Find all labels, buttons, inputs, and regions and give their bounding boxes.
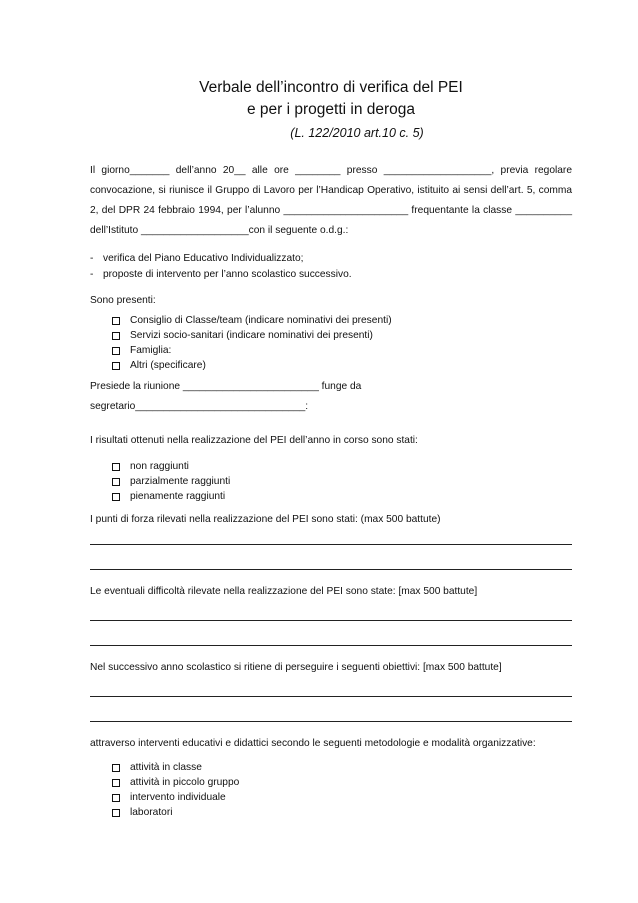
objectives-answer-line[interactable] xyxy=(90,684,572,697)
checkbox[interactable] xyxy=(112,347,120,355)
secretary-line: segretario______________________________: xyxy=(90,401,309,412)
present-option[interactable]: Consiglio di Classe/team (indicare nominativi dei presenti) xyxy=(112,313,572,328)
checkbox[interactable] xyxy=(112,362,120,370)
checkbox[interactable] xyxy=(112,463,120,471)
objectives-label: Nel successivo anno scolastico si ritiene di perseguire i seguenti obiettivi: [max 500 battute] xyxy=(90,662,502,673)
methods-option[interactable]: intervento individuale xyxy=(112,790,572,805)
present-label: Sono presenti: xyxy=(90,295,156,306)
results-options xyxy=(112,459,572,504)
checkbox[interactable] xyxy=(112,493,120,501)
checkbox[interactable] xyxy=(112,478,120,486)
methods-options xyxy=(112,760,572,820)
methods-option[interactable]: attività in piccolo gruppo xyxy=(112,775,572,790)
checkbox[interactable] xyxy=(112,317,120,325)
present-option[interactable]: Famiglia: xyxy=(112,343,572,358)
present-option[interactable]: Altri (specificare) xyxy=(112,358,572,373)
checkbox[interactable] xyxy=(112,809,120,817)
difficulties-label: Le eventuali difficoltà rilevate nella realizzazione del PEI sono state: [max 500 battute] xyxy=(90,586,478,597)
strengths-answer-line[interactable] xyxy=(90,532,572,545)
present-option[interactable]: Servizi socio-sanitari (indicare nominativi dei presenti) xyxy=(112,328,572,343)
difficulties-answer-line[interactable] xyxy=(90,608,572,621)
strengths-label: I punti di forza rilevati nella realizzazione del PEI sono stati: (max 500 battute) xyxy=(90,514,441,525)
agenda-item: - proposte di intervento per l’anno scolastico successivo. xyxy=(90,269,352,280)
law-reference: (L. 122/2010 art.10 c. 5) xyxy=(290,126,424,140)
strengths-answer-line[interactable] xyxy=(90,557,572,570)
results-option[interactable]: parzialmente raggiunti xyxy=(112,474,572,489)
objectives-answer-line[interactable] xyxy=(90,709,572,722)
results-option[interactable]: pienamente raggiunti xyxy=(112,489,572,504)
checkbox[interactable] xyxy=(112,764,120,772)
agenda-item: - verifica del Piano Educativo Individualizzato; xyxy=(90,253,304,264)
checkbox[interactable] xyxy=(112,779,120,787)
checkbox[interactable] xyxy=(112,794,120,802)
methods-label: attraverso interventi educativi e didattici secondo le seguenti metodologie e modalità organizzative: xyxy=(90,738,536,749)
chair-line: Presiede la riunione ________________________ funge da xyxy=(90,381,362,392)
difficulties-answer-line[interactable] xyxy=(90,633,572,646)
methods-option[interactable]: laboratori xyxy=(112,805,572,820)
title-line-1: Verbale dell’incontro di verifica del PEI xyxy=(199,79,463,96)
document-title xyxy=(90,0,572,143)
results-option[interactable]: non raggiunti xyxy=(112,459,572,474)
methods-option[interactable]: attività in classe xyxy=(112,760,572,775)
agenda-list xyxy=(90,251,572,283)
present-options xyxy=(112,313,572,373)
results-label: I risultati ottenuti nella realizzazione del PEI dell’anno in corso sono stati: xyxy=(90,435,418,446)
title-line-2: e per i progetti in deroga xyxy=(246,101,416,118)
intro-paragraph: Il giorno_______ dell’anno 20__ alle ore ________ presso ___________________, previa regolare convocazione, si riunisce il Gruppo di Lavoro per l’Handicap Operativo, istituito ai sensi dell’art. 5, comma 2, del DPR 24 febbraio 1994, per l’alunno ______________________ frequentante la classe __________ dell’Istituto ___________________con il seguente o.d.g.: xyxy=(90,165,572,236)
checkbox[interactable] xyxy=(112,332,120,340)
